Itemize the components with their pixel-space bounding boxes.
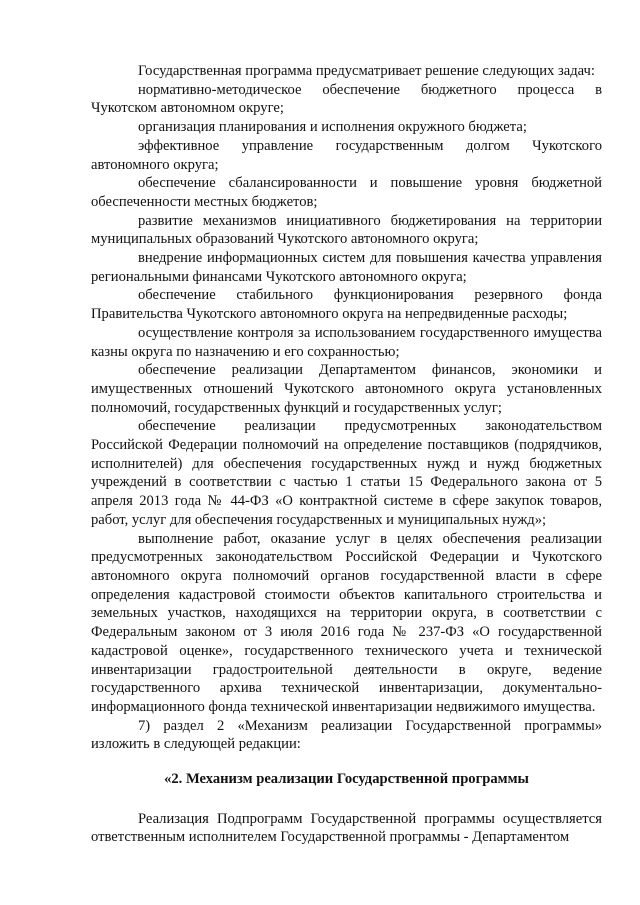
paragraph-task-local-budgets: обеспечение сбалансированности и повышение уровня бюджетной обеспеченности местных бюджетов; [91,175,602,210]
paragraph-amendment: 7) раздел 2 «Механизм реализации Государственной программы» изложить в следующей редакции: [91,717,602,753]
paragraph-task-department-powers: обеспечение реализации Департаментом финансов, экономики и имущественных отношений Чукотского автономного округа установленных полномочий, государственных функций и государственных услуг; [91,362,602,416]
paragraph-task-debt-management: эффективное управление государственным долгом Чукотского автономного округа; [91,137,602,173]
paragraph-task-budget-process: нормативно-методическое обеспечение бюджетного процесса в Чукотском автономном округе; [91,81,602,117]
paragraph-implementation: Реализация Подпрограмм Государственной программы осуществляется ответственным исполнителем Государственной программы - Департаментом [91,810,602,846]
paragraph-task-budget-planning: организация планирования и исполнения окружного бюджета; [138,119,527,136]
paragraph-task-reserve-fund: обеспечение стабильного функционирования резервного фонда Правительства Чукотского автономного округа на непредвиденные расходы; [91,287,602,323]
paragraph-task-procurement: обеспечение реализации предусмотренных законодательством Российской Федерации полномочий на определение поставщиков (подрядчиков, исполнителей) для обеспечения государственных нужд и нужд бюджетных учреждений в соответствии с частью 1 статьи 15 Федерального закона от 5 апреля 2013 года № 44-ФЗ «О контрактной системе в сфере закупок товаров, работ, услуг для обеспечения государственных и муниципальных нужд»; [91,418,602,528]
paragraph-task-initiative-budgeting: развитие механизмов инициативного бюджетирования на территории муниципальных образований Чукотского автономного округа; [91,212,602,248]
document-body [91,62,602,847]
paragraph-task-cadastral: выполнение работ, оказание услуг в целях обеспечения реализации предусмотренных законодательством Российской Федерации и Чукотского автономного округа полномочий органов государственной власти в сфере определения кадастровой стоимости объектов капитального строительства и земельных участков, находящихся на территории округа, в соответствии с Федеральным законом от 3 июля 2016 года № 237-ФЗ «О государственной кадастровой оценке», государственного технического учета и технической инвентаризации градостроительной деятельности в округе, ведение государственного архива технической инвентаризации, документально-информационного фонда технической инвентаризации недвижимого имущества. [91,530,602,715]
paragraph-task-information-systems: внедрение информационных систем для повышения качества управления региональными финансами Чукотского автономного округа; [91,250,602,285]
section-heading: «2. Механизм реализации Государственной программы [164,771,529,788]
paragraph-task-property-control: осуществление контроля за использованием государственного имущества казны округа по назначению и его сохранностью; [91,324,602,360]
paragraph-intro: Государственная программа предусматривает решение следующих задач: [138,63,595,79]
